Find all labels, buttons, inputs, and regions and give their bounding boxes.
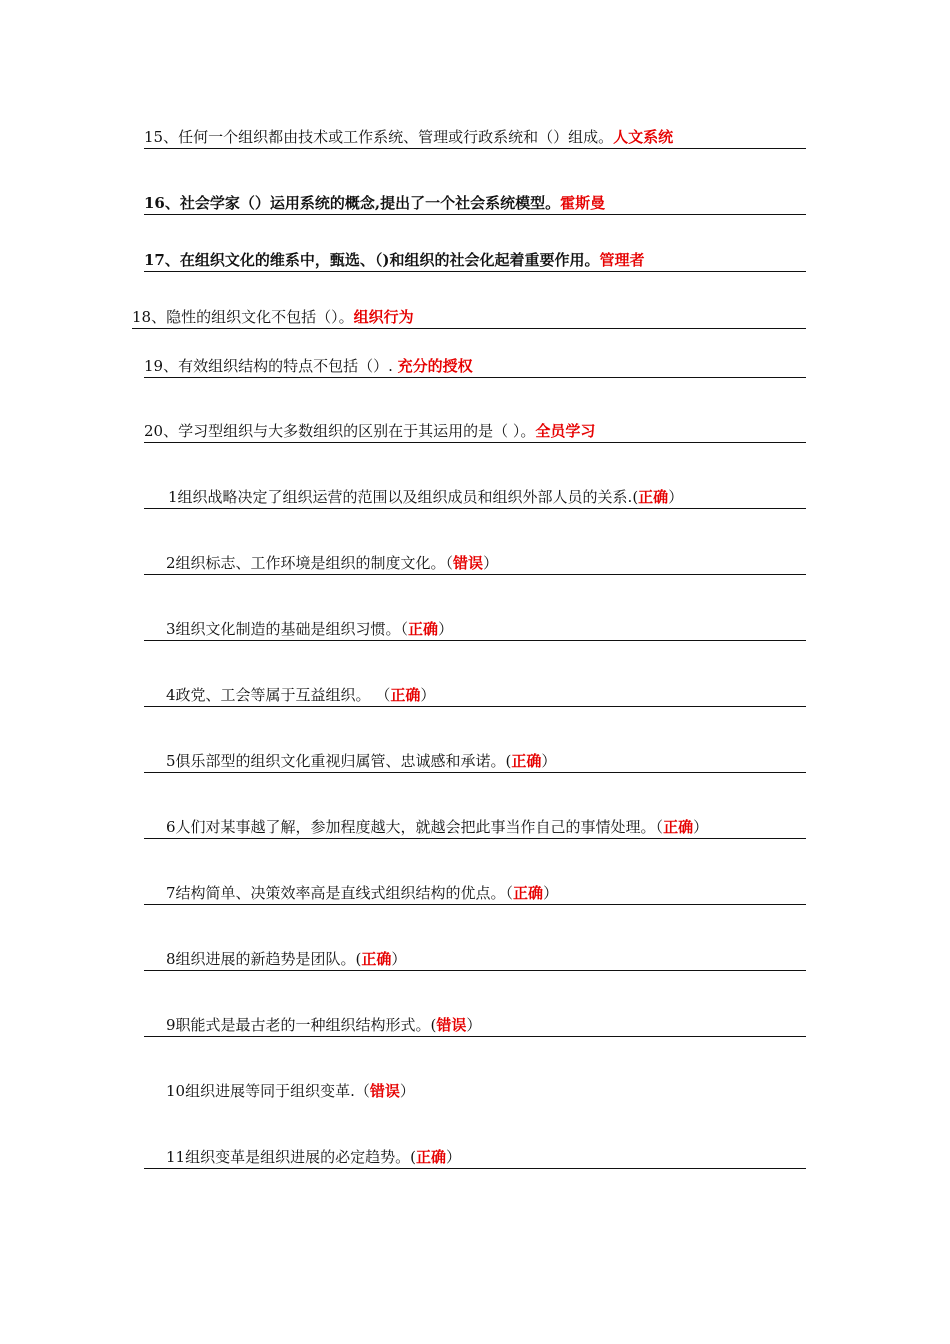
answer-text: 全员学习: [535, 422, 596, 440]
judgment-answer: 正确: [415, 1148, 446, 1166]
judgment-suffix: ）: [466, 1016, 482, 1034]
judgment-text: 1组织战略决定了组织运营的范围以及组织成员和组织外部人员的关系.(: [168, 488, 639, 506]
judgment-suffix: ）: [541, 752, 557, 770]
judgment-answer: 正确: [513, 884, 544, 902]
judgment-suffix: ）: [438, 620, 454, 638]
judgment-2: [144, 552, 806, 575]
question-text: 15、任何一个组织都由技术或工作系统、管理或行政系统和（）组成。: [144, 128, 614, 146]
question-text: 19、有效组织结构的特点不包括（）.: [144, 357, 398, 375]
judgment-10: [144, 1080, 806, 1102]
judgment-answer: 正确: [408, 620, 439, 638]
judgment-answer: 正确: [511, 752, 542, 770]
judgment-5: [144, 750, 806, 773]
judgment-text: 3组织文化制造的基础是组织习惯。（: [166, 620, 409, 638]
answer-text: 霍斯曼: [560, 194, 606, 212]
question-text: 20、学习型组织与大多数组织的区别在于其运用的是（ ）。: [144, 422, 536, 440]
judgment-text: 8组织进展的新趋势是团队。(: [166, 950, 362, 968]
judgment-answer: 错误: [436, 1016, 467, 1034]
judgment-text: 6人们对某事越了解，参加程度越大，就越会把此事当作自己的事情处理。（: [166, 818, 664, 836]
answer-text: 管理者: [599, 251, 645, 269]
judgment-suffix: ）: [420, 686, 436, 704]
judgment-suffix: ）: [445, 1148, 461, 1166]
judgment-text: 2组织标志、工作环境是组织的制度文化。（: [166, 554, 454, 572]
judgment-answer: 错误: [453, 554, 484, 572]
judgment-text: 9职能式是最古老的一种组织结构形式。(: [166, 1016, 437, 1034]
question-text: 16、社会学家（）运用系统的概念,提出了一个社会系统模型。: [144, 194, 561, 212]
judgment-4: [144, 684, 806, 707]
question-18: [132, 306, 806, 329]
question-text: 18、隐性的组织文化不包括（）。: [132, 308, 354, 326]
judgment-7: [144, 882, 806, 905]
judgment-text: 7结构简单、决策效率高是直线式组织结构的优点。（: [166, 884, 514, 902]
judgment-text: 11组织变革是组织进展的必定趋势。(: [166, 1148, 416, 1166]
question-text: 17、在组织文化的维系中，甄选、（)和组织的社会化起着重要作用。: [144, 251, 600, 269]
judgment-9: [144, 1014, 806, 1037]
judgment-suffix: ）: [668, 488, 684, 506]
judgment-1: [144, 486, 806, 509]
judgment-6: [144, 816, 806, 839]
judgment-answer: 错误: [369, 1082, 400, 1100]
judgment-answer: 正确: [663, 818, 694, 836]
judgment-suffix: ）: [693, 818, 709, 836]
question-20: [144, 420, 806, 443]
answer-text: 人文系统: [613, 128, 674, 146]
judgment-answer: 正确: [361, 950, 392, 968]
judgment-3: [144, 618, 806, 641]
judgment-11: [144, 1146, 806, 1169]
judgment-text: 5俱乐部型的组织文化重视归属管、忠诚感和承诺。(: [166, 752, 512, 770]
answer-text: 组织行为: [353, 308, 414, 326]
judgment-suffix: ）: [483, 554, 499, 572]
answer-text: 充分的授权: [397, 357, 473, 375]
question-17: [144, 249, 806, 272]
question-16: [144, 192, 806, 215]
judgment-text: 10组织进展等同于组织变革.（: [166, 1082, 370, 1100]
judgment-answer: 正确: [638, 488, 669, 506]
question-15: [144, 126, 806, 149]
judgment-text: 4政党、工会等属于互益组织。 （: [166, 686, 391, 704]
judgment-suffix: ）: [543, 884, 559, 902]
judgment-answer: 正确: [390, 686, 421, 704]
judgment-suffix: ）: [391, 950, 407, 968]
judgment-suffix: ）: [399, 1082, 415, 1100]
judgment-8: [144, 948, 806, 971]
question-19: [144, 355, 806, 378]
